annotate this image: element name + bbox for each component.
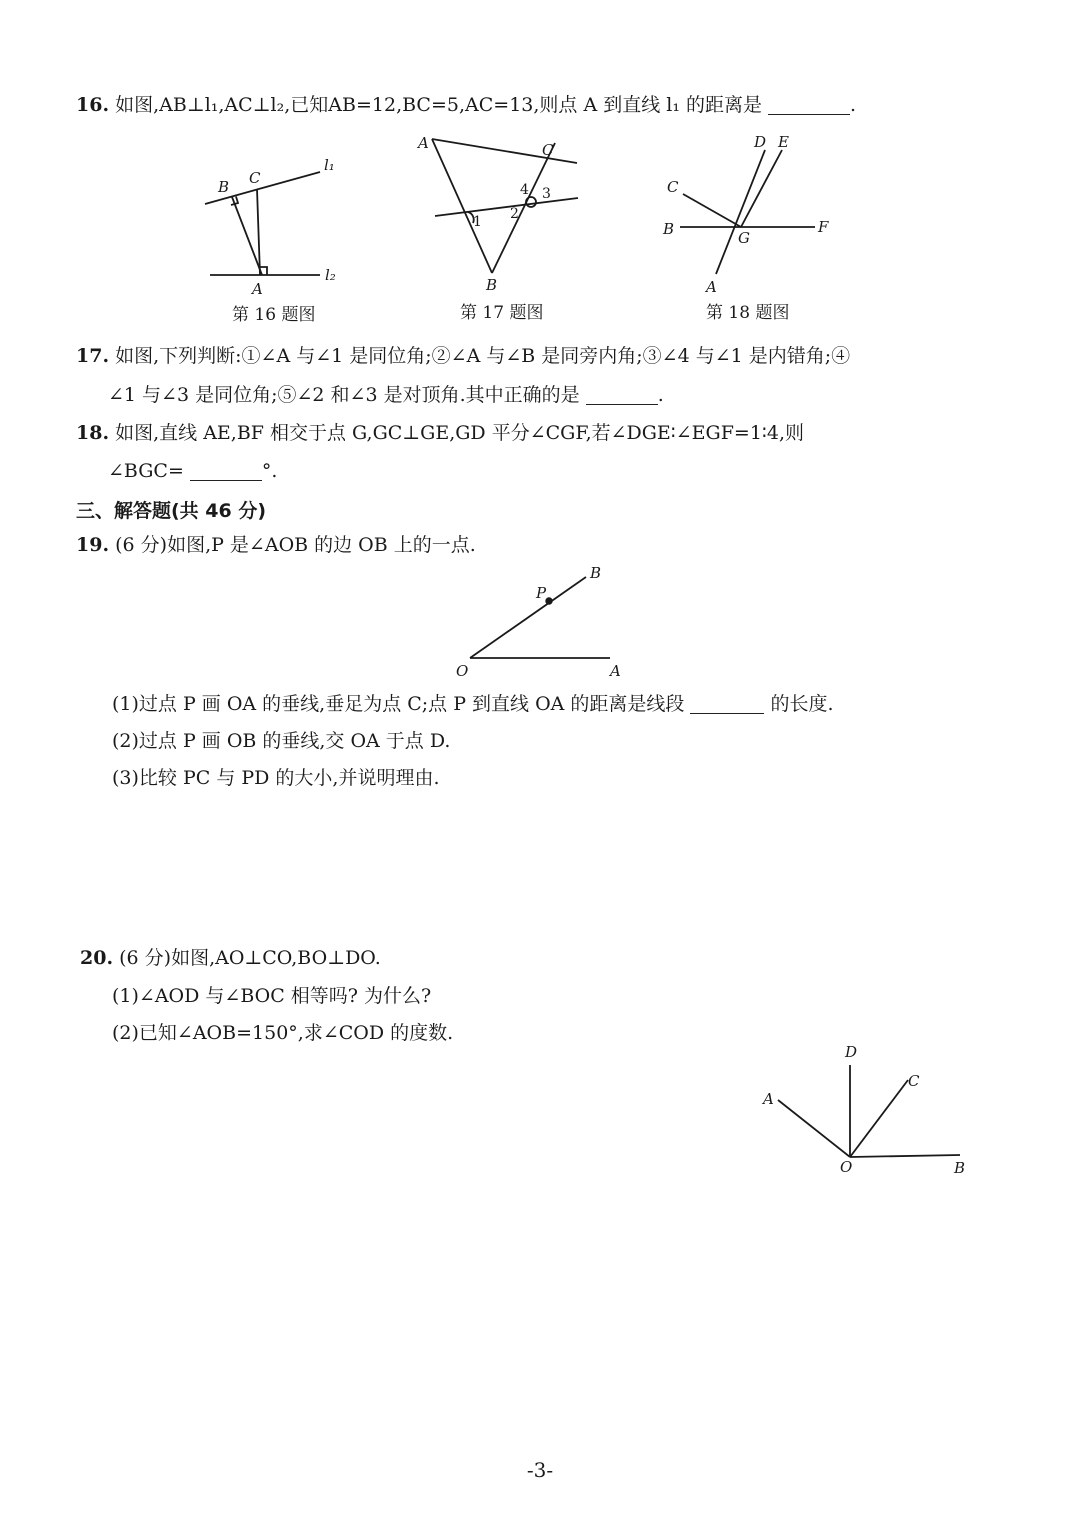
punct: .	[657, 384, 664, 406]
label-D: D	[845, 1043, 858, 1061]
label-B: B	[218, 178, 230, 196]
question-19-part1	[112, 691, 834, 717]
answer-blank[interactable]	[586, 384, 658, 405]
label-F: F	[818, 218, 829, 236]
label-D: D	[754, 133, 767, 151]
label-4: 4	[520, 182, 529, 198]
label-C: C	[667, 178, 679, 196]
label-P: P	[536, 584, 547, 602]
question-text: 如图,下列判断:①∠A 与∠1 是同位角;②∠A 与∠B 是同旁内角;③∠4 与∠1 是内错角;④	[115, 345, 851, 367]
page-number: -3-	[526, 1458, 554, 1482]
label-l2: l₂	[325, 266, 336, 284]
label-A: A	[610, 662, 621, 680]
section-heading: 三、解答题(共 46 分)	[76, 500, 267, 522]
angle-arc-2-3	[526, 197, 536, 207]
ray-GC	[683, 194, 741, 227]
line-AD	[716, 150, 765, 274]
question-18-line2	[108, 458, 277, 484]
side-AB	[432, 139, 492, 273]
label-3: 3	[542, 186, 551, 202]
label-G: G	[738, 229, 750, 247]
figure-17-labels	[416, 134, 554, 323]
ray-OA	[778, 1100, 850, 1157]
question-text: ∠BGC=	[108, 460, 184, 482]
question-18-line1	[76, 420, 804, 446]
question-20-part1: (1)∠AOD 与∠BOC 相等吗? 为什么?	[112, 985, 432, 1007]
figure-18	[680, 150, 815, 274]
label-B: B	[954, 1159, 966, 1177]
question-number: 17.	[76, 345, 110, 367]
label-l1: l₁	[324, 156, 335, 174]
figure-20	[778, 1065, 960, 1157]
figure-17	[432, 139, 578, 273]
label-E: E	[778, 133, 789, 151]
figure-caption: 第 16 题图	[232, 305, 316, 325]
ray-OC	[850, 1080, 908, 1157]
label-1: 1	[473, 214, 482, 230]
question-number: 19.	[76, 534, 110, 556]
label-A: A	[252, 280, 263, 298]
question-19	[76, 532, 476, 558]
ray-GE	[741, 150, 782, 227]
punct: .	[850, 94, 857, 116]
figure-caption: 第 17 题图	[460, 303, 544, 323]
question-text: 如图,AB⊥l₁,AC⊥l₂,已知AB=12,BC=5,AC=13,则点 A 到直线 l₁ 的距离是	[115, 94, 762, 116]
answer-blank[interactable]	[690, 693, 764, 714]
label-B: B	[663, 220, 675, 238]
question-19-part2: (2)过点 P 画 OB 的垂线,交 OA 于点 D.	[112, 730, 451, 752]
question-20-part2: (2)已知∠AOB=150°,求∠COD 的度数.	[112, 1022, 454, 1044]
question-17-line1	[76, 343, 850, 369]
label-A: A	[763, 1090, 774, 1108]
line-AC	[432, 139, 577, 163]
label-B: B	[486, 276, 498, 294]
question-text: (6 分)如图,AO⊥CO,BO⊥DO.	[119, 947, 381, 969]
figure-19-labels	[456, 564, 621, 680]
punct: °.	[261, 460, 278, 482]
question-number: 18.	[76, 422, 110, 444]
figure-16-labels	[217, 156, 336, 325]
figure-18-labels	[662, 133, 829, 323]
label-A: A	[706, 278, 717, 296]
label-2: 2	[510, 206, 519, 222]
question-text: 如图,直线 AE,BF 相交于点 G,GC⊥GE,GD 平分∠CGF,若∠DGE∶∠EGF=1∶4,则	[115, 422, 804, 444]
question-number: 16.	[76, 94, 110, 116]
figure-caption: 第 18 题图	[706, 303, 790, 323]
label-O: O	[840, 1158, 853, 1176]
question-number: 20.	[80, 947, 114, 969]
question-text: (6 分)如图,P 是∠AOB 的边 OB 上的一点.	[115, 534, 476, 556]
transversal	[435, 198, 578, 216]
question-text: ∠1 与∠3 是同位角;⑤∠2 和∠3 是对顶角.其中正确的是	[108, 384, 580, 406]
part-text-end: 的长度.	[770, 693, 834, 715]
point-P	[546, 598, 552, 604]
label-C: C	[249, 169, 261, 187]
answer-blank[interactable]	[190, 460, 262, 481]
ray-OB	[470, 577, 586, 658]
question-20	[80, 945, 381, 971]
label-B: B	[590, 564, 602, 582]
label-C: C	[542, 141, 554, 159]
ray-OB	[850, 1155, 960, 1157]
label-A: A	[418, 134, 429, 152]
part-text: (1)过点 P 画 OA 的垂线,垂足为点 C;点 P 到直线 OA 的距离是线段	[112, 693, 685, 715]
label-C: C	[908, 1072, 920, 1090]
question-19-part3: (3)比较 PC 与 PD 的大小,并说明理由.	[112, 767, 440, 789]
question-17-line2	[108, 382, 664, 408]
label-O: O	[456, 662, 469, 680]
